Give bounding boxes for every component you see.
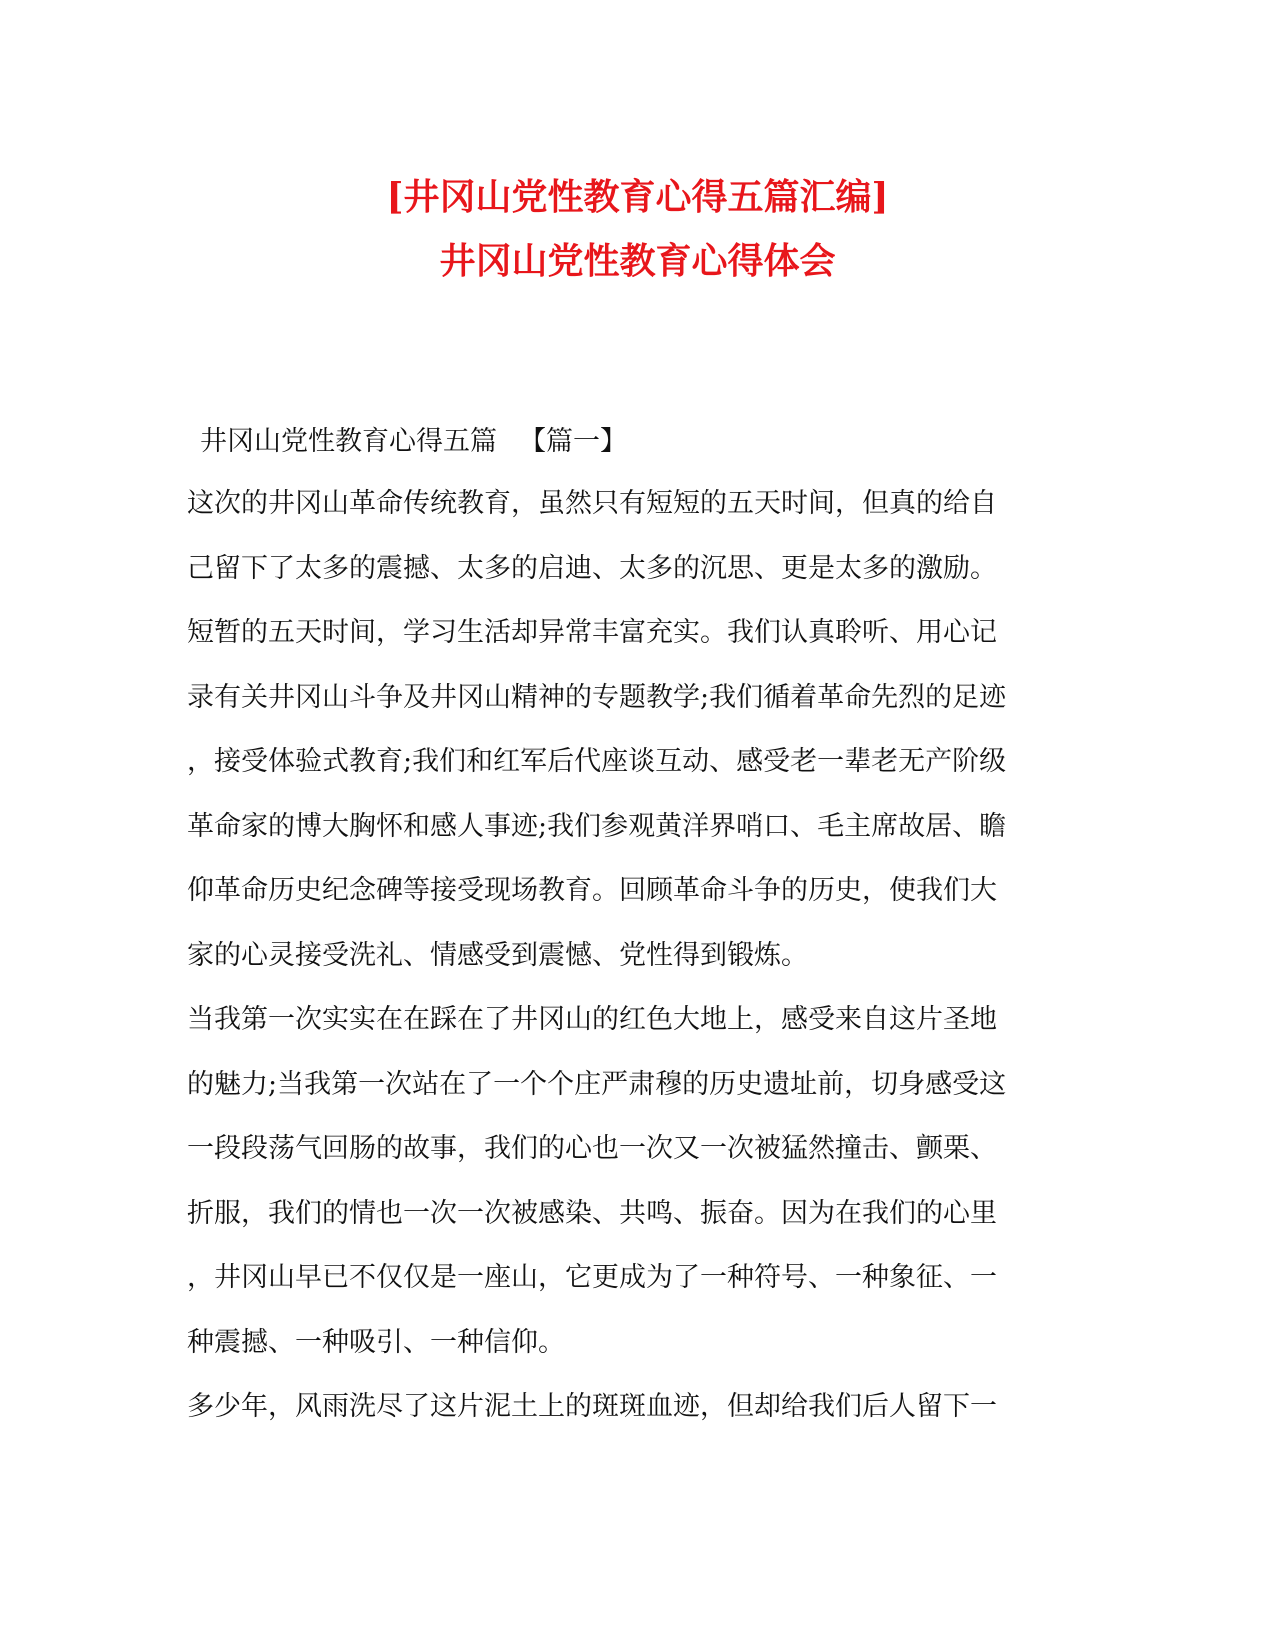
body-line: 录有关井冈山斗争及井冈山精神的专题教学;我们循着革命先烈的足迹 — [187, 681, 1007, 713]
body-line: ，接受体验式教育;我们和红军后代座谈互动、感受老一辈老无产阶级 — [187, 746, 1007, 777]
body-line: 己留下了太多的震撼、太多的启迪、太多的沉思、更是太多的激励。 — [187, 552, 997, 584]
body-line: 当我第一次实实在在踩在了井冈山的红色大地上，感受来自这片圣地 — [187, 1004, 997, 1035]
section-label: 【篇一】 — [519, 426, 627, 457]
body-line: 的魅力;当我第一次站在了一个个庄严肃穆的历史遗址前，切身感受这 — [187, 1068, 1007, 1100]
section-heading — [200, 422, 627, 462]
body-line: 短暂的五天时间，学习生活却异常丰富充实。我们认真聆听、用心记 — [187, 617, 997, 648]
body-line: 折服，我们的情也一次一次被感染、共鸣、振奋。因为在我们的心里 — [187, 1197, 997, 1229]
body-line: 多少年，风雨洗尽了这片泥土上的斑斑血迹，但却给我们后人留下一 — [187, 1391, 997, 1422]
body-text — [187, 484, 1067, 1452]
document-title-line-1: [井冈山党性教育心得五篇汇编] — [386, 176, 889, 218]
body-line: 一段段荡气回肠的故事，我们的心也一次又一次被猛然撞击、颤栗、 — [187, 1133, 997, 1164]
body-line: 仰革命历史纪念碑等接受现场教育。回顾革命斗争的历史，使我们大 — [187, 875, 997, 906]
body-line: 革命家的博大胸怀和感人事迹;我们参观黄洋界哨口、毛主席故居、瞻 — [187, 810, 1007, 842]
document-title-line-2: 井冈山党性教育心得体会 — [439, 240, 836, 282]
body-line: 家的心灵接受洗礼、情感受到震憾、党性得到锻炼。 — [187, 939, 808, 971]
body-line: 这次的井冈山革命传统教育，虽然只有短短的五天时间，但真的给自 — [187, 488, 997, 519]
body-line: ，井冈山早已不仅仅是一座山，它更成为了一种符号、一种象征、一 — [187, 1262, 997, 1293]
body-line: 种震撼、一种吸引、一种信仰。 — [187, 1326, 565, 1358]
section-heading-text: 井冈山党性教育心得五篇 — [200, 426, 497, 457]
